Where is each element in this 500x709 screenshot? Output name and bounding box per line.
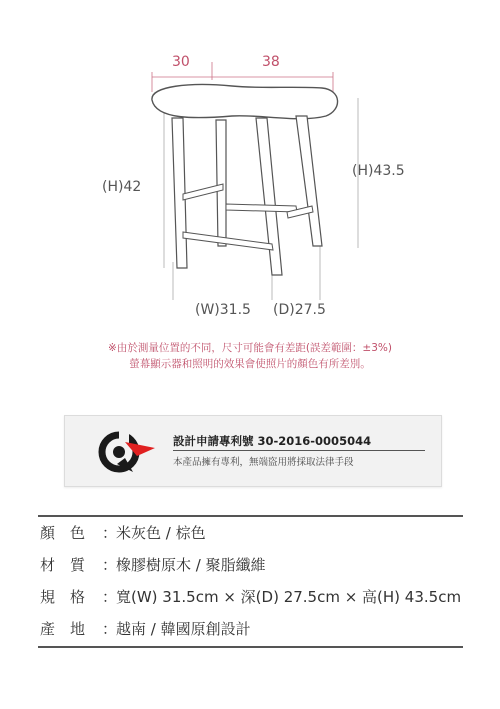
spec-value: 米灰色 / 棕色 <box>116 524 206 542</box>
patent-number: 設計申請專利號 30-2016-0005044 <box>173 434 372 448</box>
spec-row-origin: 產 地 ：越南 / 韓國原創設計 <box>40 620 251 638</box>
patent-divider <box>173 450 425 451</box>
stool-diagram <box>0 0 500 320</box>
rear-height-label: (H)43.5 <box>352 163 405 179</box>
spec-row-color: 顏 色 ：米灰色 / 棕色 <box>40 524 206 542</box>
spec-label: 顏 色 <box>40 524 86 542</box>
spec-row-size: 規 格 ：寬(W) 31.5cm × 深(D) 27.5cm × 高(H) 43.5cm <box>40 588 462 606</box>
spec-label: 產 地 <box>40 620 86 638</box>
patent-notice <box>64 415 442 487</box>
spec-value: 越南 / 韓國原創設計 <box>116 620 251 638</box>
seat-depth-right-label: 38 <box>262 54 280 70</box>
stool-seat <box>152 85 338 119</box>
display-color-note: 螢幕顯示器和照明的效果會使照片的顏色有所差別。 <box>129 358 371 370</box>
depth-label: (D)27.5 <box>273 302 326 318</box>
base-dimension-guides <box>173 245 320 300</box>
stool-stretchers <box>183 184 313 250</box>
specs-top-rule <box>38 515 463 517</box>
spec-label: 規 格 <box>40 588 86 606</box>
front-height-label: (H)42 <box>102 179 142 195</box>
spec-value: 橡膠樹原木 / 聚脂纖維 <box>116 556 266 574</box>
patent-description: 本產品擁有專利，無端盜用將採取法律手段 <box>173 457 354 468</box>
spec-value: 寬(W) 31.5cm × 深(D) 27.5cm × 高(H) 43.5cm <box>116 588 462 606</box>
spec-row-material: 材 質 ：橡膠樹原木 / 聚脂纖維 <box>40 556 266 574</box>
width-label: (W)31.5 <box>195 302 251 318</box>
seat-depth-left-label: 30 <box>172 54 190 70</box>
measurement-note: ※由於測量位置的不同，尺寸可能會有差距(誤差範圍：±3%) <box>108 342 392 354</box>
spec-label: 材 質 <box>40 556 86 574</box>
specs-bottom-rule <box>38 646 463 648</box>
brand-logo-icon <box>97 428 159 476</box>
